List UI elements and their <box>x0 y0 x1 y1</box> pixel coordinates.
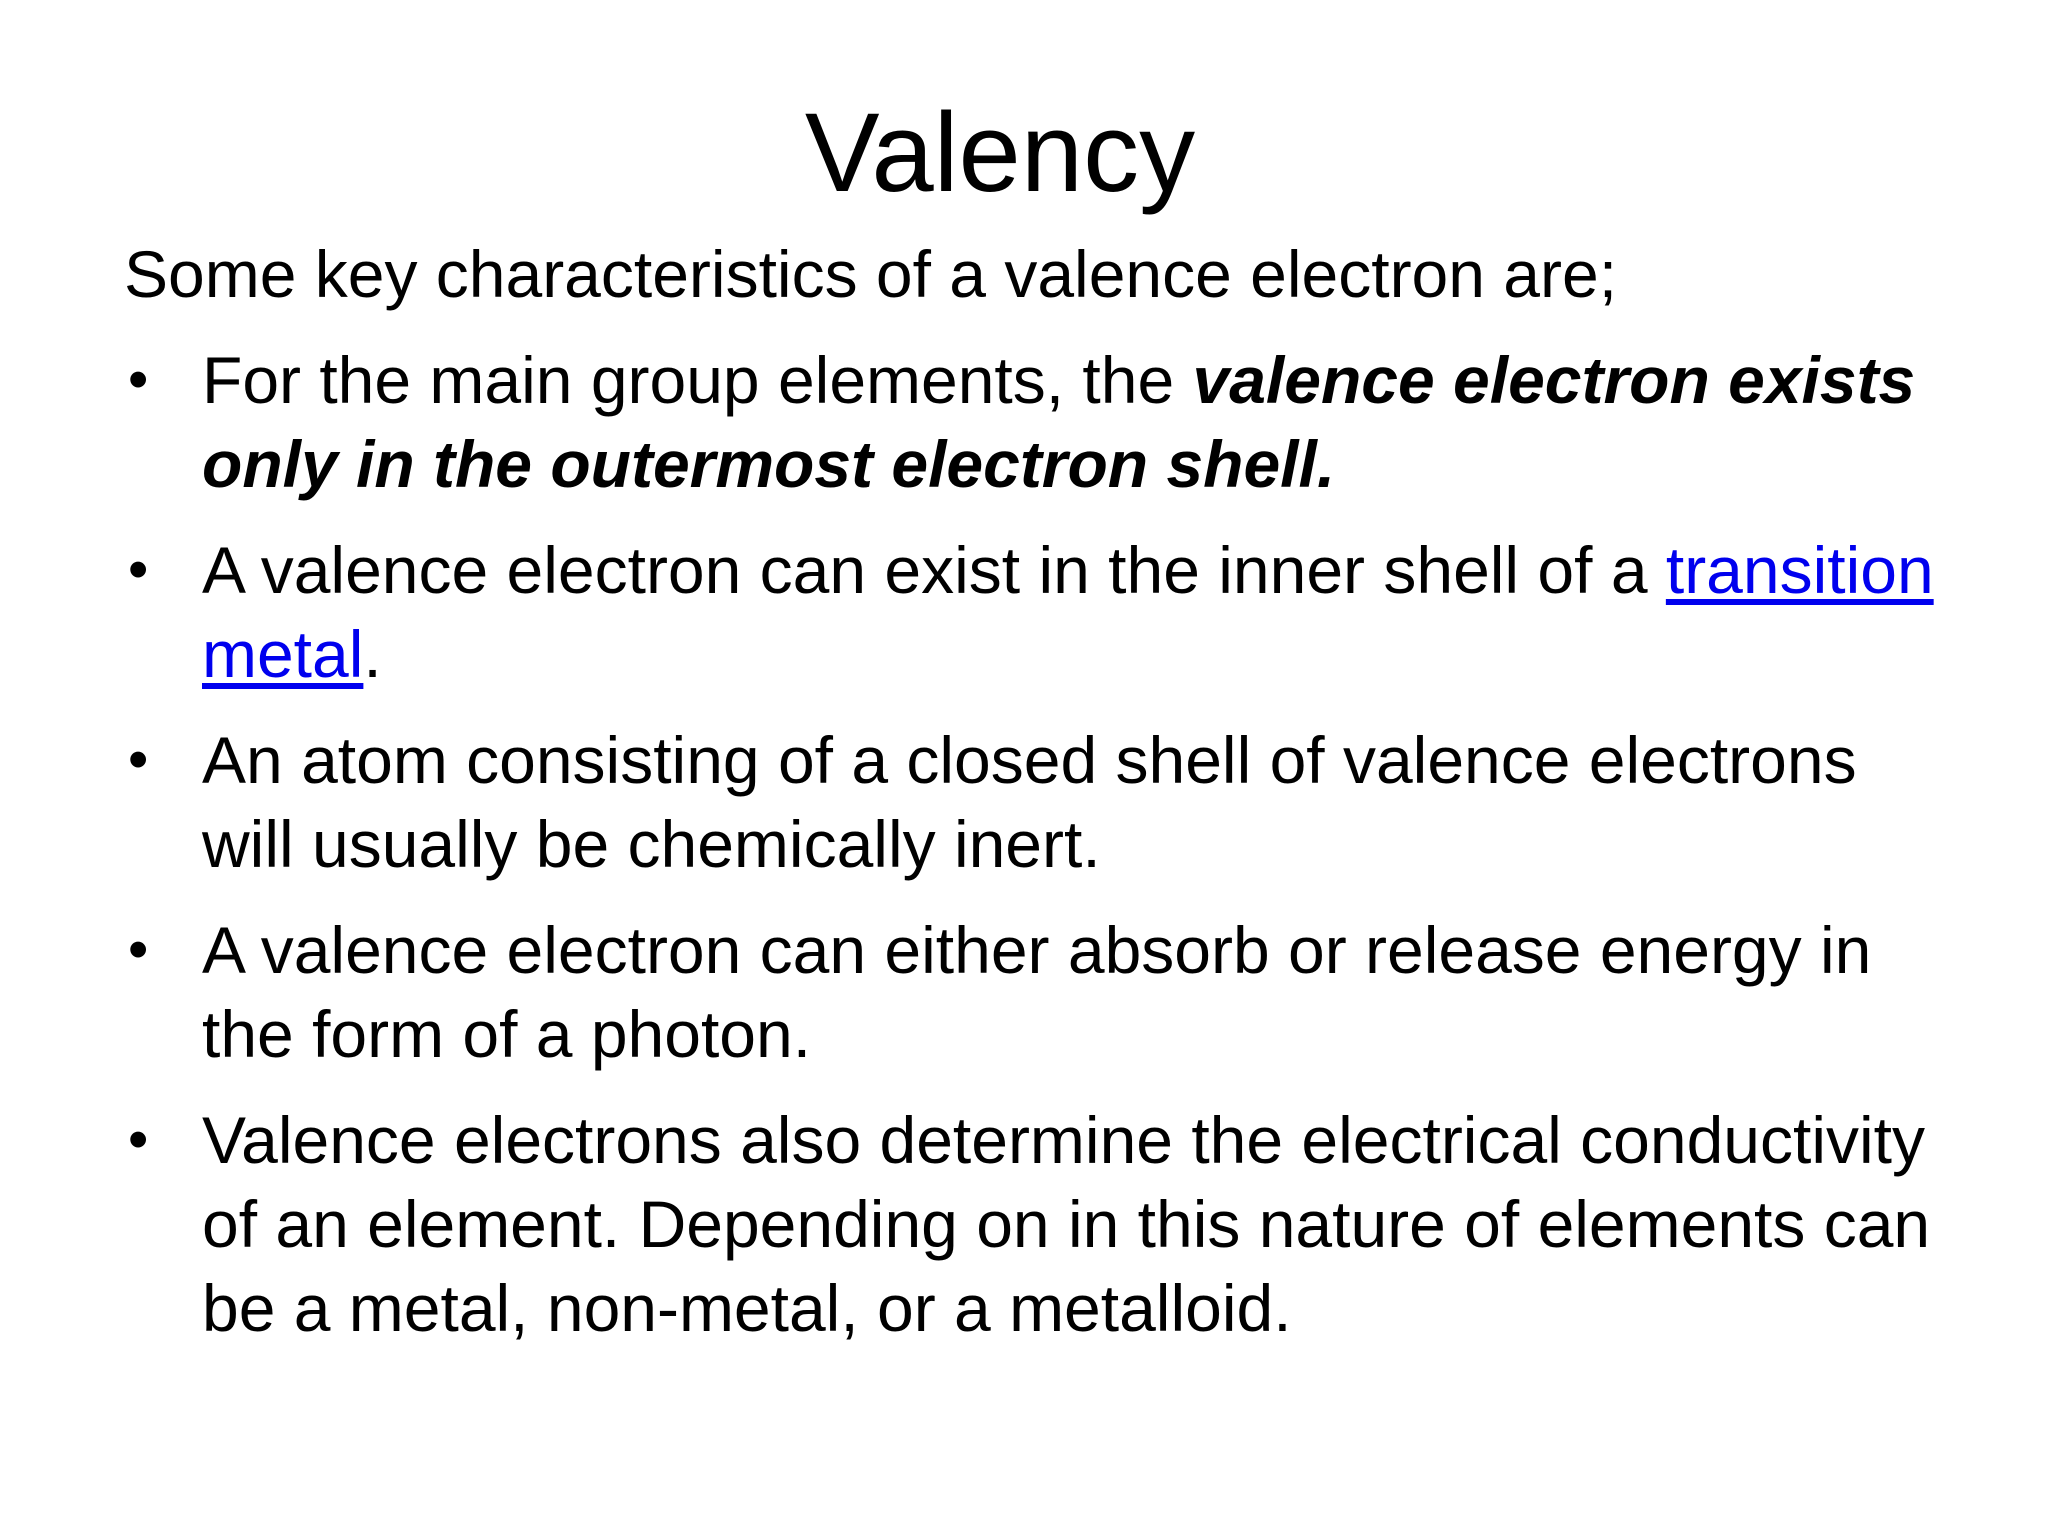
bullet-text: An atom consisting of a closed shell of valence electrons will usually be chemically inert. <box>202 723 1857 881</box>
bullet-item-4 <box>124 908 1954 1076</box>
bullet-text: Valence electrons also determine the electrical conductivity of an element. Depending on in this nature of elements can be a metal, non-metal, or a metalloid. <box>202 1103 1931 1345</box>
bullet-text: A valence electron can exist in the inner shell of a <box>202 533 1666 607</box>
bullet-item-1 <box>124 338 1954 506</box>
bullet-text: A valence electron can either absorb or release energy in the form of a photon. <box>202 913 1872 1071</box>
bullet-icon: • <box>128 727 149 792</box>
bullet-item-2 <box>124 528 1954 696</box>
bullet-icon: • <box>128 917 149 982</box>
bullet-icon: • <box>128 1107 149 1172</box>
bullet-list <box>124 338 1954 1372</box>
slide-intro: Some key characteristics of a valence electron are; <box>124 237 1618 311</box>
bullet-icon: • <box>128 537 149 602</box>
bullet-text: For the main group elements, the <box>202 343 1193 417</box>
slide-title: Valency <box>804 90 1196 215</box>
bullet-emphasis: valence electron exists only in the outermost electron shell. <box>202 343 1916 501</box>
bullet-text-end: . <box>363 617 382 691</box>
bullet-item-3 <box>124 718 1954 886</box>
bullet-icon: • <box>128 347 149 412</box>
transition-metal-link[interactable]: transition metal <box>202 533 1934 691</box>
bullet-item-5 <box>124 1098 1954 1350</box>
